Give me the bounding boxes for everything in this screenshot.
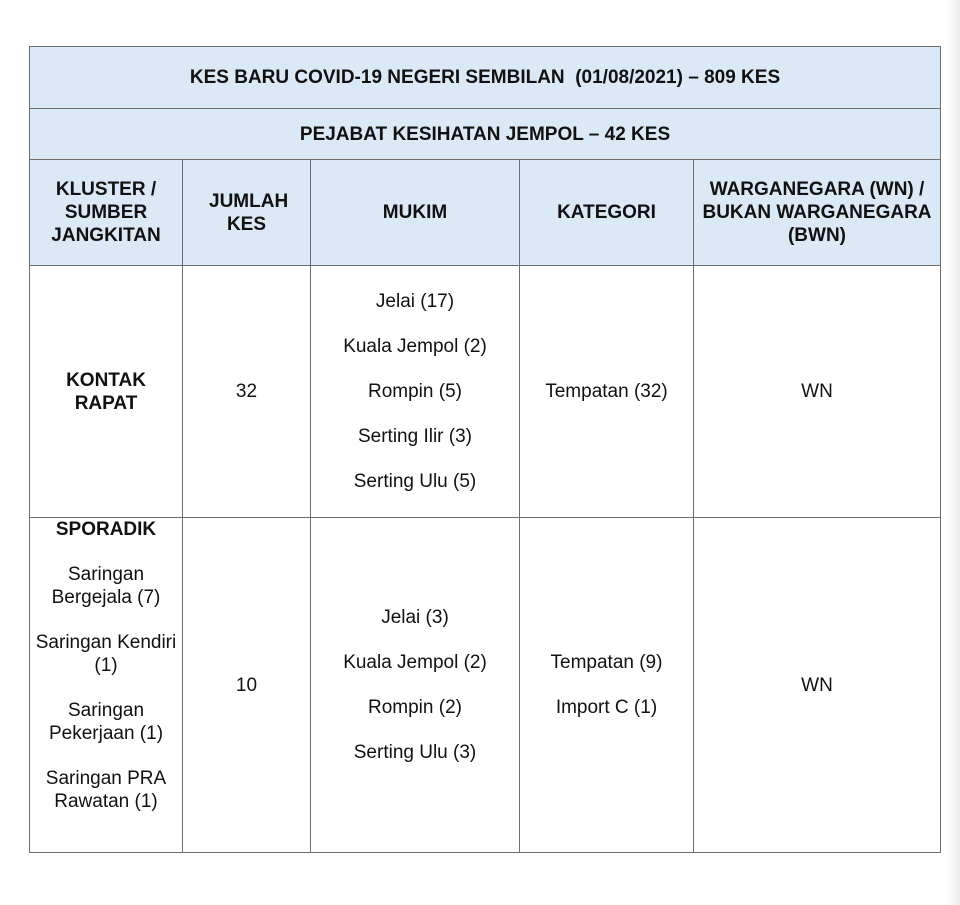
source-item: Saringan Bergejala (7) bbox=[51, 564, 161, 608]
mukim-cell bbox=[311, 266, 520, 518]
kategori-item: Tempatan (32) bbox=[545, 381, 668, 402]
mukim-item: Serting Ulu (3) bbox=[353, 742, 477, 763]
mukim-item: Serting Ilir (3) bbox=[357, 426, 473, 447]
table-row bbox=[30, 518, 941, 853]
mukim-item: Kuala Jempol (2) bbox=[343, 652, 487, 673]
kategori-cell bbox=[520, 266, 694, 518]
source-cell: KONTAK RAPAT bbox=[30, 266, 183, 518]
total-cell: 10 bbox=[183, 518, 311, 853]
column-header-citizenship: WARGANEGARA (WN) / BUKAN WARGANEGARA (BWN) bbox=[694, 160, 941, 266]
source-item: Saringan PRA Rawatan (1) bbox=[45, 768, 167, 812]
total-cell: 32 bbox=[183, 266, 311, 518]
source-item: Saringan Kendiri (1) bbox=[35, 632, 177, 676]
column-header-kategori: KATEGORI bbox=[520, 160, 694, 266]
page-edge-shadow bbox=[946, 0, 960, 905]
covid-cases-table bbox=[29, 46, 941, 853]
column-header-mukim: MUKIM bbox=[311, 160, 520, 266]
mukim-item: Jelai (3) bbox=[381, 607, 449, 628]
table-title: KES BARU COVID-19 NEGERI SEMBILAN (01/08/2021) – 809 KES bbox=[30, 47, 941, 109]
kategori-cell bbox=[520, 518, 694, 853]
kategori-item: Import C (1) bbox=[555, 697, 658, 718]
mukim-item: Rompin (5) bbox=[368, 381, 462, 402]
column-header-total: JUMLAH KES bbox=[183, 160, 311, 266]
mukim-item: Kuala Jempol (2) bbox=[343, 336, 487, 357]
source-item: Saringan Pekerjaan (1) bbox=[48, 700, 164, 744]
kategori-item: Tempatan (9) bbox=[550, 652, 663, 673]
table-row bbox=[30, 266, 941, 518]
mukim-item: Serting Ulu (5) bbox=[353, 471, 477, 492]
column-header-source: KLUSTER / SUMBER JANGKITAN bbox=[30, 160, 183, 266]
citizenship-cell: WN bbox=[694, 266, 941, 518]
table-title-row bbox=[30, 47, 941, 109]
table-subtitle: PEJABAT KESIHATAN JEMPOL – 42 KES bbox=[30, 109, 941, 160]
citizenship-cell: WN bbox=[694, 518, 941, 853]
table-subtitle-row bbox=[30, 109, 941, 160]
mukim-cell bbox=[311, 518, 520, 853]
table-header-row bbox=[30, 160, 941, 266]
mukim-item: Rompin (2) bbox=[368, 697, 462, 718]
mukim-item: Jelai (17) bbox=[375, 291, 455, 312]
source-title: SPORADIK bbox=[55, 519, 157, 540]
source-cell bbox=[30, 518, 183, 853]
